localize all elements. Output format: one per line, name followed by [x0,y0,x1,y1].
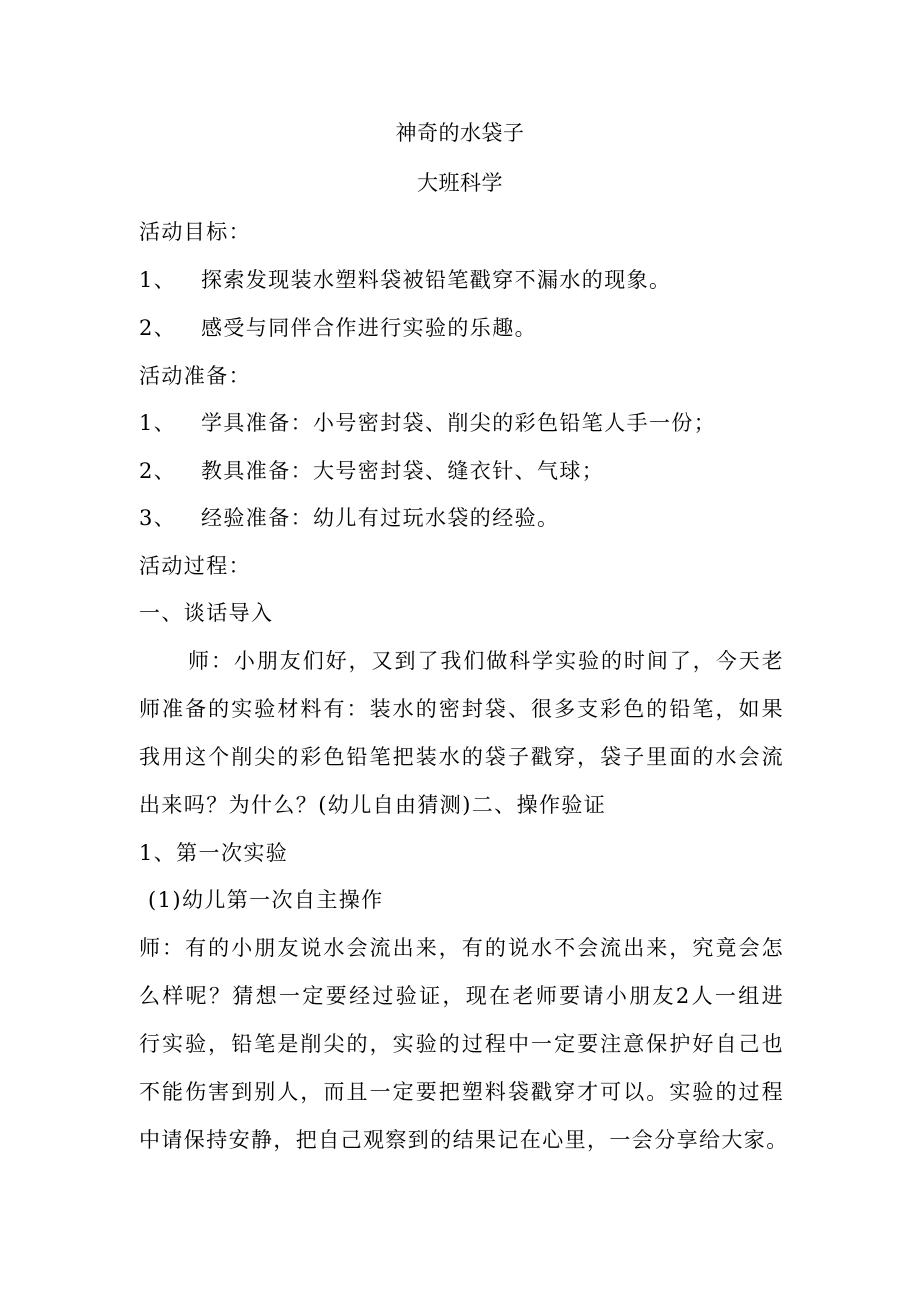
paragraph-line: 么样呢？猜想一定要经过验证，现在老师要请小朋友2人一组进 [139,984,784,1008]
document-title: 神奇的水袋子 [395,121,525,145]
goal-item [139,313,537,343]
goal-item-text: 探索发现装水塑料袋被铅笔戳穿不漏水的现象。 [201,268,672,292]
goals-heading: 活动目标： [139,220,251,244]
goal-item-number: 2、 [139,316,177,340]
paragraph-line: 行实验，铅笔是削尖的，实验的过程中一定要注意保护好自己也 [139,1032,784,1056]
paragraph-line: 中请保持安静，把自己观察到的结果记在心里，一会分享给大家。 [139,1128,789,1152]
subsection-heading: 1、第一次实验 [139,841,289,865]
prep-item-text: 学具准备：小号密封袋、削尖的彩色铅笔人手一份； [201,411,717,435]
goal-item [139,265,671,295]
goal-item-number: 1、 [139,268,177,292]
document-subtitle: 大班科学 [417,171,503,195]
paragraph-line: 师准备的实验材料有：装水的密封袋、很多支彩色的铅笔，如果 [139,697,784,721]
prep-item [139,503,559,533]
prep-item [139,408,716,438]
paragraph-line: 师：有的小朋友说水会流出来，有的说水不会流出来，究竟会怎 [139,936,784,960]
paragraph-line: 出来吗？为什么？(幼儿自由猜测)二、操作验证 [139,793,607,817]
paragraph-line: 师：小朋友们好，又到了我们做科学实验的时间了，今天老 [188,649,784,673]
prep-item-number: 2、 [139,459,177,483]
prep-item-number: 1、 [139,411,177,435]
prep-heading: 活动准备： [139,364,251,388]
paragraph-line: 不能伤害到别人，而且一定要把塑料袋戳穿才可以。实验的过程 [139,1080,784,1104]
prep-item [139,456,604,486]
prep-item-text: 教具准备：大号密封袋、缝衣针、气球； [201,459,605,483]
process-heading: 活动过程： [139,554,251,578]
prep-item-number: 3、 [139,506,177,530]
subsection-item-heading: (1)幼儿第一次自主操作 [148,888,384,912]
section-heading: 一、谈话导入 [139,601,274,625]
goal-item-text: 感受与同伴合作进行实验的乐趣。 [201,316,537,340]
prep-item-text: 经验准备：幼儿有过玩水袋的经验。 [201,506,560,530]
paragraph-line: 我用这个削尖的彩色铅笔把装水的袋子戳穿，袋子里面的水会流 [139,745,784,769]
